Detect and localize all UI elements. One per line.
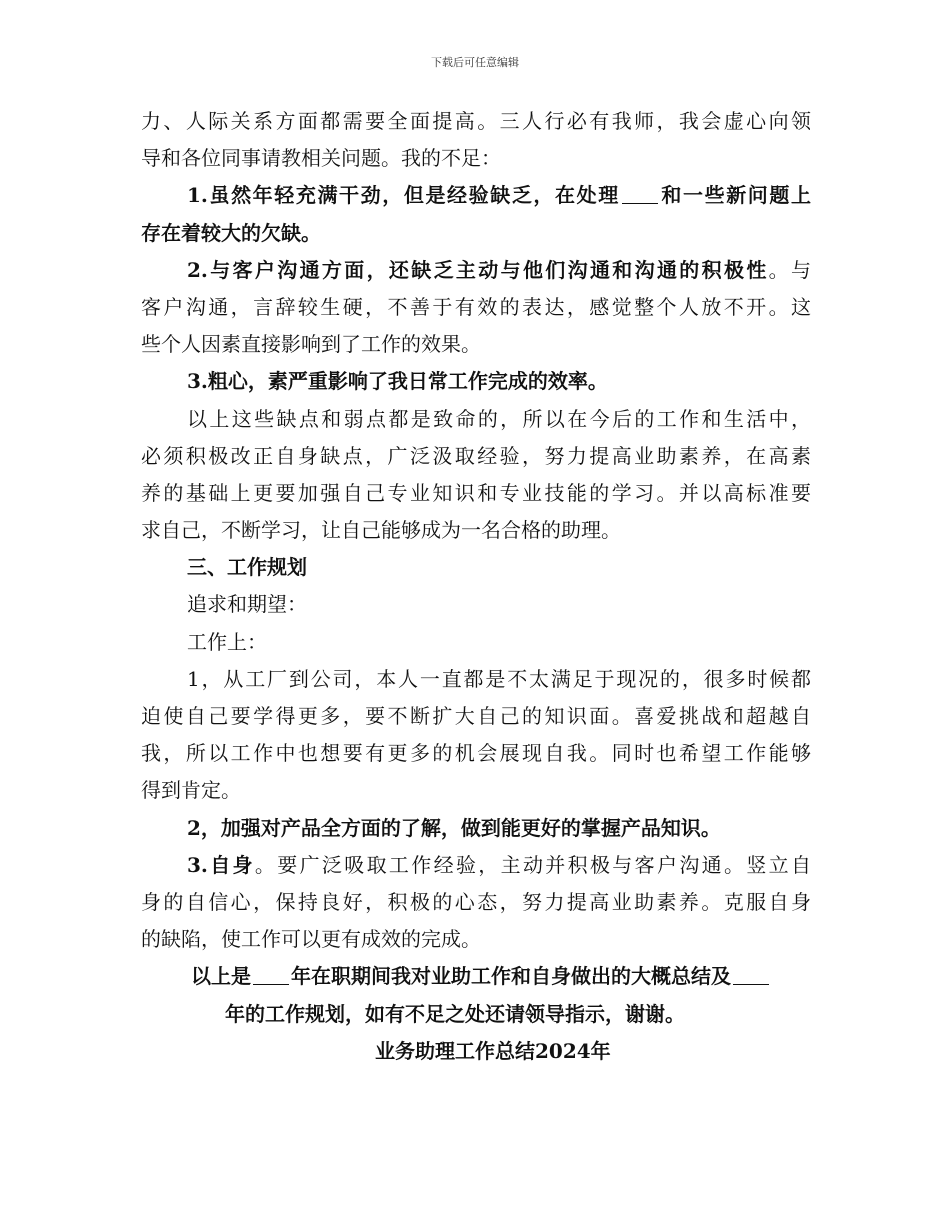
closing-text-b: 年在职期间我对业助工作和自身做出的大概总结及 — [291, 964, 731, 989]
shortcoming-1-text-b: 和一些新问题上 — [659, 183, 811, 208]
paragraph-line: 养的基础上更要加强自己专业知识和专业技能的学习。并以高标准要 — [141, 480, 811, 505]
closing-text-a: 以上是 — [191, 964, 251, 989]
shortcoming-1-line — [141, 177, 811, 214]
shortcoming-1-line-2: 存在着较大的欠缺。 — [141, 220, 321, 245]
paragraph-line: 求自己，不断学习，让自己能够成为一名合格的助理。 — [141, 518, 621, 543]
paragraph-line: 迫使自己要学得更多，要不断扩大自己的知识面。喜爱挑战和超越自 — [141, 704, 811, 728]
plan-item-2: 2，加强对产品全方面的了解，做到能更好的掌握产品知识。 — [187, 815, 721, 840]
paragraph-line: 身的自信心，保持良好，积极的心态，努力提高业助素养。克服自身 — [141, 889, 811, 914]
subheading-pursuit: 追求和期望： — [187, 592, 307, 617]
closing-line-1 — [141, 958, 811, 995]
header-note: 下载后可任意编辑 — [431, 56, 519, 69]
paragraph-line: 力、人际关系方面都需要全面提高。三人行必有我师，我会虚心向领 — [141, 109, 811, 133]
paragraph-line: 我，所以工作中也想要有更多的机会展现自我。同时也希望工作能够 — [141, 741, 811, 766]
blank-underline — [253, 966, 289, 985]
blank-underline — [733, 966, 769, 985]
shortcoming-2-line — [141, 252, 811, 289]
shortcoming-1-text-a: 1.虽然年轻充满干劲，但是经验缺乏，在处理 — [187, 183, 620, 208]
plan-item-3-rest: 。要广泛吸取工作经验，主动并积极与客户沟通。竖立自 — [254, 852, 812, 877]
next-document-title: 业务助理工作总结2024年 — [375, 1038, 611, 1063]
paragraph-line: 1，从工厂到公司，本人一直都是不太满足于现况的，很多时候都 — [187, 666, 811, 691]
paragraph-line: 些个人因素直接影响到了工作的效果。 — [141, 332, 481, 357]
shortcoming-3-line: 3.粗心，素严重影响了我日常工作完成的效率。 — [187, 369, 608, 394]
document-body — [141, 103, 811, 1070]
shortcoming-2-rest: 。与 — [768, 257, 811, 282]
plan-item-3-bold: 3.自身 — [187, 852, 255, 877]
section-heading: 三、工作规划 — [187, 555, 307, 580]
shortcoming-2-bold: 2.与客户沟通方面，还缺乏主动与他们沟通和沟通的积极性 — [187, 257, 769, 282]
paragraph-line: 以上这些缺点和弱点都是致命的，所以在今后的工作和生活中， — [187, 406, 811, 431]
plan-item-3-line — [141, 847, 811, 884]
paragraph-line: 客户沟通，言辞较生硬，不善于有效的表达，感觉整个人放不开。这 — [141, 294, 811, 319]
paragraph-line: 导和各位同事请教相关问题。我的不足： — [141, 146, 501, 171]
closing-line-2: 年的工作规划，如有不足之处还请领导指示，谢谢。 — [225, 1001, 685, 1026]
subheading-work: 工作上： — [187, 629, 267, 654]
blank-underline — [622, 185, 658, 204]
paragraph-line: 的缺陷，使工作可以更有成效的完成。 — [141, 927, 481, 952]
paragraph-line: 必须积极改正自身缺点，广泛汲取经验，努力提高业助素养，在高素 — [141, 443, 811, 468]
paragraph-line: 得到肯定。 — [141, 778, 241, 803]
